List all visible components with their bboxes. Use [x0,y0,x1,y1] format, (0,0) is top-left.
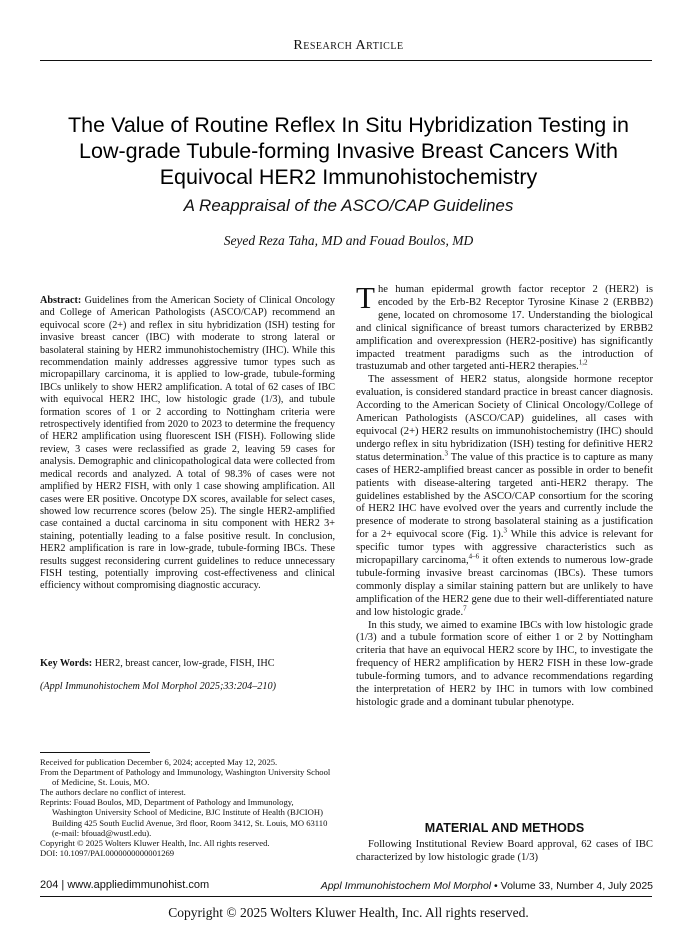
intro-paragraph: The assessment of HER2 status, alongside hormone receptor evaluation, is considered standard practice in breast cancer diagnosis. According to the American Society of Clinical Oncology/College of American Pathologists (ASCO/CAP) guidelines, all cases with equivocal (2+) HER2 results on immunohistochemistry (IHC) should undergo reflex in situ hybridization (ISH) testing for definitive HER2 status determination.$^3$ The value of this practice is to capture as many cases of HER2-amplified breast cancer as possible in order to benefit patients with disease-altering targeted anti-HER2 therapy. The guidelines established by the ASCO/CAP consortium for the scoring of HER2 IHC have evolved over the years and currently include the presence of moderate to strong basolateral staining as a justification for a 2+ equivocal score (Fig. 1).$^3$ While this advice is relevant for specific tumor types with aggressive characteristics such as micropapillary carcinoma,$^{4-6}$ it often extends to numerous low-grade tubule-forming invasive breast carcinomas (IBCs). These tumors commonly display a similar staining pattern but are unlikely to have amplification of the HER2 gene due to their well-differentiated nature and low histologic grade.$^7$ [356,374,653,618]
title-line: The Value of Routine Reflex In Situ Hybridization Testing in [68,113,629,137]
reprints-note: Reprints: Fouad Boulos, MD, Department of Pathology and Immunology, Washington University School of Medicine, BJC Institute of Health (BJCIOH) Building 425 South Euclid Avenue, 3rd floor, Room 3412, St. Louis, MO 63110 (e-mail: bfouad@wustl.edu). [40,797,328,838]
reference: 3 [503,526,507,535]
volume-info: Volume 33, Number 4, July 2025 [500,880,653,892]
citation: (Appl Immunohistochem Mol Morphol 2025;33:204–210) [40,681,276,692]
footer-rule [40,896,652,897]
footer-left: 204 | www.appliedimmunohist.com [40,879,210,891]
abstract-text: Guidelines from the American Society of Clinical Oncology and College of American Pathologists (ASCO/CAP) recommend an equivocal score (2+) and reflex in situ hybridization (ISH) testing for invasive breast cancer (IBC) with moderate to strong lateral or basolateral staining by HER2 immunohistochemistry (IHC). While this recommendation mainly addresses aggressive tumor types such as micropapillary carcinoma, it is applied to low-grade, tubule-forming IBCs unlikely to show HER2 amplification. A total of 62 cases of IBC with equivocal HER2 IHC, low histologic grade (1/3), and tubule formation scores of 1 or 2 according to Nottingham criteria were retrospectively identified from 2020 to 2023 to determine the frequency of HER2 amplification using fluorescent ISH (FISH). Following slide review, 3 cases were reclassified as grade 2, leaving 59 cases for analysis. Demographic and clinicopathological data were collected from medical records and analyzed. A total of 98.3% of cases were not amplified by HER2 FISH, with only 1 case showing amplification. All cases were ER positive. Oncotype DX scores, available for select cases, showed low recurrence scores (below 25). The single HER2-amplified case contained a ductal carcinoma in situ component with HER2 3+ staining, potentially leading to a false positive result. In conclusion, HER2 amplification is rare in low-grade, tubule-forming IBCs. These results suggest reconsidering current guidelines to reduce unnecessary FISH testing, potentially improving cost-effectiveness and clinical efficiency without compromising diagnostic accuracy. [40,295,335,592]
abstract [40,295,335,593]
keywords [40,658,335,670]
keywords-text: HER2, breast cancer, low-grade, FISH, IHC [94,658,275,669]
article-subtitle: A Reappraisal of the ASCO/CAP Guidelines [183,196,514,215]
drop-cap: T [356,280,375,315]
intro-paragraph: The human epidermal growth factor receptor 2 (HER2) is encoded by the Erb-B2 Receptor Tyrosine Kinase 2 (ERBB2) gene, located on chromosome 17. Understanding the biological and clinical significance of breast tumors characterized by ERBB2 amplification and overexpression (HER2-positive) has significantly impacted treatment paradigms such as the introduction of trastuzumab and other targeted anti-HER2 therapies.$^{1,2}$ [356,280,653,373]
received-note: Received for publication December 6, 2024; accepted May 12, 2025. [40,757,278,767]
title-line: Low-grade Tubule-forming Invasive Breast Cancers With [79,139,618,163]
introduction [356,280,653,710]
reference: 3 [444,449,449,458]
title-line: Equivocal HER2 Immunohistochemistry [159,165,538,189]
authors: Seyed Reza Taha, MD and Fouad Boulos, MD [223,233,474,248]
reference: 1,2 [578,358,588,367]
affiliation-note: From the Department of Pathology and Immunology, Washington University School of Medicine, St. Louis, MO. [40,767,331,788]
methods-heading: MATERIAL AND METHODS [424,821,585,835]
page-copyright: Copyright © 2025 Wolters Kluwer Health, Inc. All rights reserved. [168,905,529,920]
reference: 7 [463,604,467,613]
abstract-label: Abstract: [40,295,82,306]
keywords-label: Key Words: [40,658,93,669]
article-title [20,112,677,190]
journal-name: Appl Immunohistochem Mol Morphol [320,880,492,892]
footnote-rule [40,752,150,753]
doi-note: DOI: 10.1097/PAI.0000000000001269 [40,847,175,858]
website-link[interactable]: www.appliedimmunohist.com [67,879,210,891]
footer-right: Appl Immunohistochem Mol Morphol • Volume 33, Number 4, July 2025 [320,880,653,892]
header-rule [40,60,652,61]
footnotes [40,757,335,858]
reference: 4–6 [468,552,480,561]
section-label: Research Article [293,38,404,53]
page-number: 204 [40,879,59,891]
conflict-note: The authors declare no conflict of interest. [40,787,186,798]
intro-paragraph: In this study, we aimed to examine IBCs with low histologic grade (1/3) and a tubule formation score of either 1 or 2 by Nottingham criteria that have an equivocal HER2 score by IHC, to investigate the frequency of HER2 amplification by HER2 FISH in these low-grade tubule-forming tumors, and to advance recommendations regarding the interpretation of HER2 by IHC in tumors with low combined histologic grade and a dominant tubular phenotype. [356,619,653,708]
methods-text: Following Institutional Review Board approval, 62 cases of IBC characterized by low histologic grade (1/3) [356,839,653,863]
copyright-note: Copyright © 2025 Wolters Kluwer Health, Inc. All rights reserved. [40,837,270,848]
